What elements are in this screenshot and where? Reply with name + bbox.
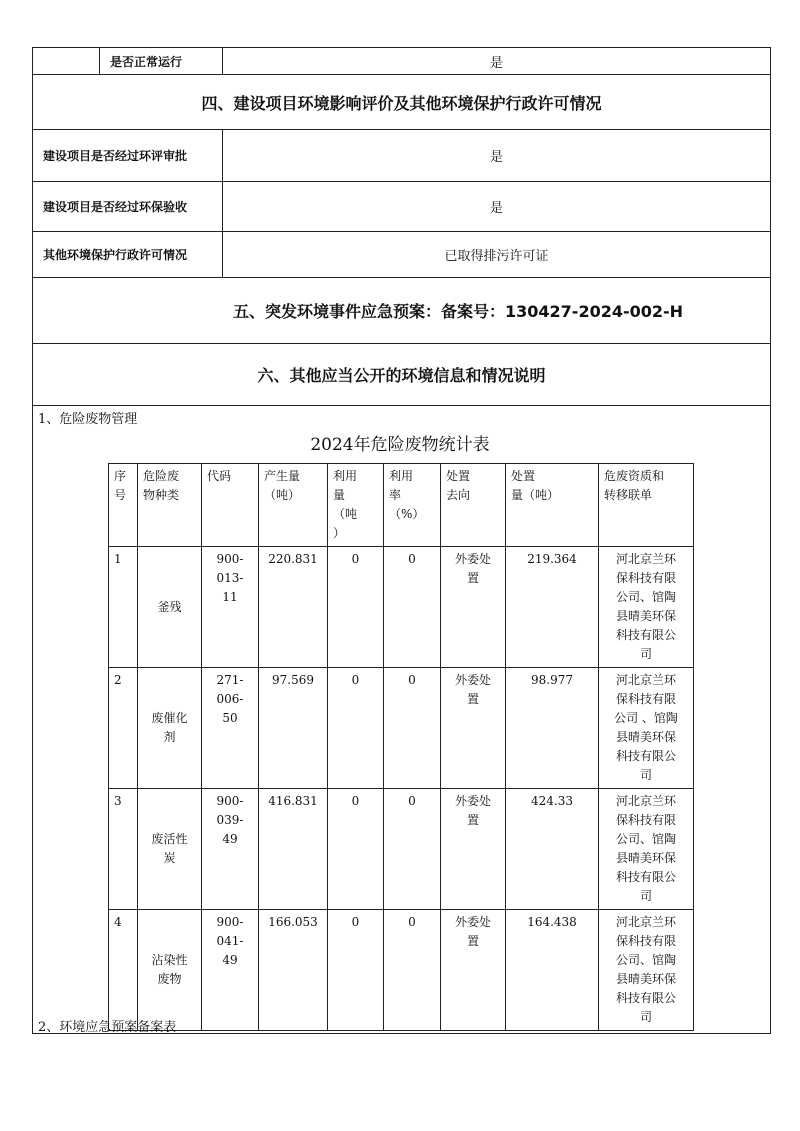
cell-code: 900- 041- 49 bbox=[202, 910, 259, 1031]
header-disposed: 处置 量（吨） bbox=[506, 464, 599, 547]
section4-row bbox=[33, 232, 770, 278]
cell-rate: 0 bbox=[384, 547, 441, 668]
cell-dest: 外委处 置 bbox=[441, 668, 506, 789]
section4-row-label: 建设项目是否经过环评审批 bbox=[33, 130, 223, 181]
status-row-label: 是否正常运行 bbox=[100, 48, 223, 74]
cell-code: 900- 039- 49 bbox=[202, 789, 259, 910]
cell-seq: 4 bbox=[109, 910, 138, 1031]
cell-dest: 外委处 置 bbox=[441, 910, 506, 1031]
cell-produced: 97.569 bbox=[259, 668, 328, 789]
cell-rate: 0 bbox=[384, 668, 441, 789]
header-produced: 产生量 （吨） bbox=[259, 464, 328, 547]
table-row bbox=[109, 668, 694, 789]
cell-qualification: 河北京兰环 保科技有限 公司 、馆陶 县晴美环保 科技有限公 司 bbox=[599, 668, 694, 789]
cell-qualification: 河北京兰环 保科技有限 公司、馆陶 县晴美环保 科技有限公 司 bbox=[599, 910, 694, 1031]
cell-disposed: 219.364 bbox=[506, 547, 599, 668]
section4-row bbox=[33, 130, 770, 182]
cell-seq: 2 bbox=[109, 668, 138, 789]
header-kind: 危险废 物种类 bbox=[138, 464, 202, 547]
cell-produced: 166.053 bbox=[259, 910, 328, 1031]
emergency-plan-item: 2、环境应急预案备案表 bbox=[38, 1020, 177, 1035]
cell-rate: 0 bbox=[384, 789, 441, 910]
cell-disposed: 424.33 bbox=[506, 789, 599, 910]
status-row-value: 是 bbox=[489, 55, 503, 71]
table-row bbox=[109, 910, 694, 1031]
cell-dest: 外委处 置 bbox=[441, 789, 506, 910]
section4-row bbox=[33, 182, 770, 232]
header-code: 代码 bbox=[202, 464, 259, 547]
cell-kind: 釜残 bbox=[138, 547, 202, 668]
cell-code: 900- 013- 11 bbox=[202, 547, 259, 668]
header-seq: 序 号 bbox=[109, 464, 138, 547]
header-qualification: 危废资质和 转移联单 bbox=[599, 464, 694, 547]
cell-dest: 外委处 置 bbox=[441, 547, 506, 668]
cell-seq: 1 bbox=[109, 547, 138, 668]
cell-code: 271- 006- 50 bbox=[202, 668, 259, 789]
header-rate: 利用 率 （%） bbox=[384, 464, 441, 547]
section4-row-value: 是 bbox=[489, 201, 503, 216]
section4-title: 四、建设项目环境影响评价及其他环境保护行政许可情况 bbox=[201, 93, 602, 113]
header-dest: 处置 去向 bbox=[441, 464, 506, 547]
section4-row-label: 其他环境保护行政许可情况 bbox=[33, 232, 223, 277]
cell-kind: 废活性 炭 bbox=[138, 789, 202, 910]
cell-qualification: 河北京兰环 保科技有限 公司、馆陶 县晴美环保 科技有限公 司 bbox=[599, 789, 694, 910]
cell-used: 0 bbox=[328, 910, 384, 1031]
section4-row-value: 是 bbox=[489, 150, 503, 165]
section4-row-value: 已取得排污许可证 bbox=[444, 249, 549, 264]
section6-title: 六、其他应当公开的环境信息和情况说明 bbox=[257, 366, 546, 385]
cell-produced: 416.831 bbox=[259, 789, 328, 910]
section4-row-label: 建设项目是否经过环保验收 bbox=[33, 182, 223, 231]
cell-used: 0 bbox=[328, 668, 384, 789]
section5-title: 五、突发环境事件应急预案：备案号：130427-2024-002-H bbox=[233, 302, 684, 321]
section4-heading-row bbox=[33, 75, 770, 130]
cell-disposed: 98.977 bbox=[506, 668, 599, 789]
table-caption: 2024年危险废物统计表 bbox=[310, 435, 490, 455]
cell-used: 0 bbox=[328, 789, 384, 910]
section6-heading-row bbox=[33, 344, 770, 406]
table-row bbox=[109, 547, 694, 668]
cell-used: 0 bbox=[328, 547, 384, 668]
status-row bbox=[33, 48, 770, 75]
hazardous-waste-item: 1、危险废物管理 bbox=[38, 412, 138, 427]
table-row bbox=[109, 789, 694, 910]
status-row-blank bbox=[33, 48, 100, 74]
cell-produced: 220.831 bbox=[259, 547, 328, 668]
cell-rate: 0 bbox=[384, 910, 441, 1031]
table-header-row bbox=[109, 464, 694, 547]
cell-qualification: 河北京兰环 保科技有限 公司、馆陶 县晴美环保 科技有限公 司 bbox=[599, 547, 694, 668]
cell-kind: 沾染性 废物 bbox=[138, 910, 202, 1031]
cell-seq: 3 bbox=[109, 789, 138, 910]
section5-row bbox=[33, 278, 770, 344]
header-used: 利用 量 （吨 ） bbox=[328, 464, 384, 547]
cell-disposed: 164.438 bbox=[506, 910, 599, 1031]
cell-kind: 废催化 剂 bbox=[138, 668, 202, 789]
hazardous-waste-table bbox=[108, 463, 694, 1031]
